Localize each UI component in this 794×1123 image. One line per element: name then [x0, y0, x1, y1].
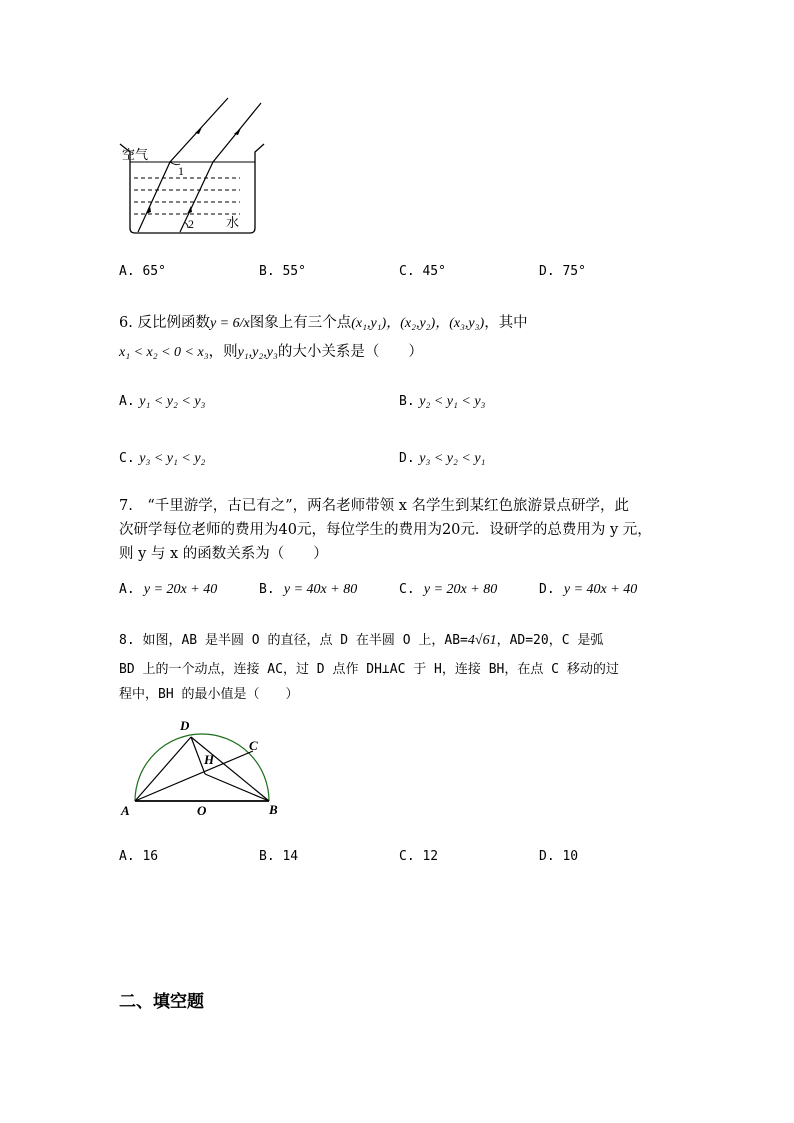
q7-option-a[interactable]: A. y = 20x + 40 — [119, 582, 218, 597]
point-d-label: D — [180, 718, 190, 733]
q5-option-d[interactable]: D. 75° — [539, 264, 586, 279]
q6-stem-line1: 6. 反比例函数y = 6/x图象上有三个点(x₁,y₁)，(x₂,y₂)，(x₃,y₃)，其中 — [119, 315, 528, 331]
q6-stem-line2: x₁ < x₂ < 0 < x₃，则y₁,y₂,y₃的大小关系是（ ） — [119, 344, 423, 360]
point-o-label: O — [197, 803, 207, 818]
angle-2-label: 2 — [188, 217, 194, 231]
q6-option-a[interactable]: A. y₁ < y₂ < y₃ — [119, 394, 206, 409]
q5-option-a[interactable]: A. 65° — [119, 264, 166, 279]
q6-ys: y₁,y₂,y₃ — [237, 345, 278, 360]
q6-points: (x₁,y₁)，(x₂,y₂)，(x₃,y₃) — [351, 316, 485, 331]
q7-option-b[interactable]: B. y = 40x + 80 — [259, 582, 358, 597]
label-air: 空气 — [122, 147, 149, 162]
point-h-label: H — [204, 752, 215, 767]
q8-line1: 8. 如图，AB 是半圆 O 的直径，点 D 在半圆 O 上，AB=4√61，AD=20，C 是弧 — [119, 633, 604, 648]
q8-ab-value: 4√61 — [467, 633, 497, 648]
angle-1-label: 1 — [178, 164, 184, 178]
q7-line1: 7. “千里游学，古已有之”，两名老师带领 x 名学生到某红色旅游景点研学，此 — [119, 498, 630, 514]
q6-option-d[interactable]: D. y₃ < y₂ < y₁ — [399, 451, 486, 466]
semicircle-figure — [116, 712, 291, 822]
q8-option-d[interactable]: D. 10 — [539, 849, 579, 864]
refraction-figure — [118, 96, 268, 238]
point-c-label: C — [249, 738, 258, 753]
q8-line2: BD 上的一个动点，连接 AC，过 D 点作 DH⊥AC 于 H，连接 BH，在点 C 移动的过 — [119, 662, 619, 677]
q5-option-b[interactable]: B. 55° — [259, 264, 306, 279]
q5-option-c[interactable]: C. 45° — [399, 264, 446, 279]
q6-option-c[interactable]: C. y₃ < y₁ < y₂ — [119, 451, 206, 466]
q8-option-b[interactable]: B. 14 — [259, 849, 299, 864]
q6-function: y = 6/x — [209, 316, 250, 331]
q8-option-c[interactable]: C. 12 — [399, 849, 439, 864]
point-a-label: A — [121, 803, 130, 818]
q7-line3: 则 y 与 x 的函数关系为（ ） — [119, 546, 328, 562]
label-water: 水 — [226, 215, 240, 230]
q7-line2: 次研学每位老师的费用为40元，每位学生的费用为20元．设研学的总费用为 y 元， — [119, 522, 652, 538]
q8-option-a[interactable]: A. 16 — [119, 849, 159, 864]
q8-line3: 程中，BH 的最小值是（ ） — [119, 687, 299, 702]
q6-condition: x₁ < x₂ < 0 < x₃ — [119, 345, 209, 360]
q7-option-c[interactable]: C. y = 20x + 80 — [399, 582, 498, 597]
q7-option-d[interactable]: D. y = 40x + 40 — [539, 582, 638, 597]
point-b-label: B — [269, 802, 278, 817]
q6-option-b[interactable]: B. y₂ < y₁ < y₃ — [399, 394, 486, 409]
section-title-fill-in-blank: 二、填空题 — [119, 992, 204, 1012]
